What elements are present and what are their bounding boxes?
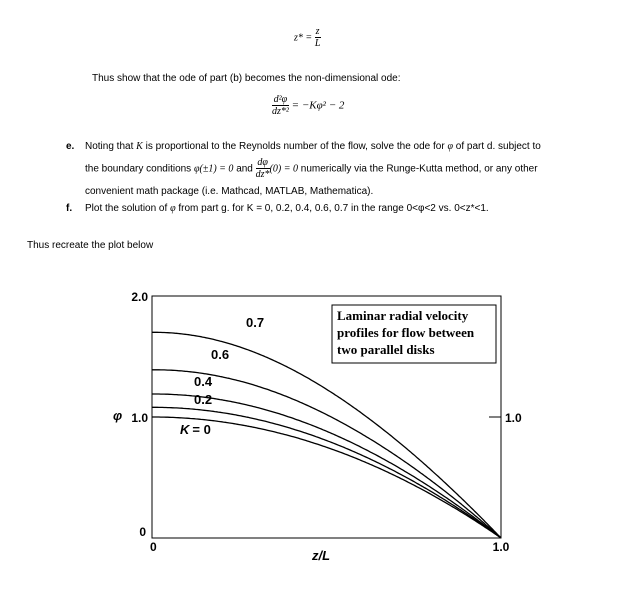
y-axis-label: φ (113, 408, 123, 423)
item-e-frac-den: dz* (255, 169, 270, 180)
curve-0-4 (152, 394, 501, 538)
item-e-line3: convenient math package (i.e. Mathcad, MATLAB, Mathematica). (85, 186, 374, 197)
item-e-bc2: (0) = 0 (269, 163, 298, 175)
recreate-text: Thus recreate the plot below (27, 240, 154, 251)
right-tick-label: 1.0 (505, 411, 522, 425)
legend-line-2: profiles for flow between (337, 325, 475, 340)
item-e-label: e. (66, 141, 75, 152)
zstar-numerator: z (315, 26, 320, 37)
item-e-and: and (236, 163, 253, 175)
item-f-text-b: from part g. for K = 0, 0.2, 0.4, 0.6, 0.7 in the range 0<φ<2 vs. 0<z*<1. (178, 203, 489, 214)
y-tick-1: 1.0 (131, 411, 148, 425)
y-tick-2: 2.0 (131, 290, 148, 304)
item-e-line1-b: is proportional to the Reynolds number of the flow, solve the ode for (145, 141, 445, 152)
item-e-frac-num: dφ (257, 157, 268, 168)
item-e-k: K (136, 141, 143, 152)
item-e-line1-c: of part d. subject to (455, 141, 541, 152)
legend-line-1: Laminar radial velocity (337, 308, 469, 323)
y-tick-0: 0 (139, 525, 146, 539)
x-tick-1: 1.0 (492, 540, 510, 554)
curve-label-k-value: = 0 (192, 422, 211, 437)
item-e-phi: φ (447, 141, 453, 152)
curve-label-0-2: 0.2 (194, 392, 213, 407)
curve-label-0-4: 0.4 (194, 374, 213, 389)
zstar-lhs: z* = (294, 32, 313, 44)
curve-label-k0 (180, 422, 211, 437)
legend-line-3: two parallel disks (337, 342, 435, 357)
ode-denominator: dz*² (272, 106, 289, 117)
intro-line: Thus show that the ode of part (b) becomes the non-dimensional ode: (92, 73, 401, 84)
x-axis-label: z/L (312, 548, 331, 563)
item-e-line1-a: Noting that (85, 141, 134, 152)
curve-label-0-7: 0.7 (246, 315, 265, 330)
item-e-line2-b: numerically via the Runge-Kutta method, or any other (300, 163, 538, 175)
curve-label-0-6: 0.6 (211, 347, 230, 362)
item-f-text-a: Plot the solution of (85, 203, 168, 214)
x-tick-0: 0 (150, 540, 157, 554)
item-f-phi: φ (170, 203, 176, 214)
curve-label-k: K (180, 422, 190, 437)
item-e-line2-a: the boundary conditions (85, 163, 192, 175)
item-f-label: f. (66, 203, 73, 214)
ode-rhs: = −Kφ² − 2 (291, 99, 345, 112)
item-e-bc1: φ(±1) = 0 (193, 163, 234, 175)
ode-numerator: d²φ (273, 94, 288, 105)
zstar-denominator: L (314, 38, 321, 49)
